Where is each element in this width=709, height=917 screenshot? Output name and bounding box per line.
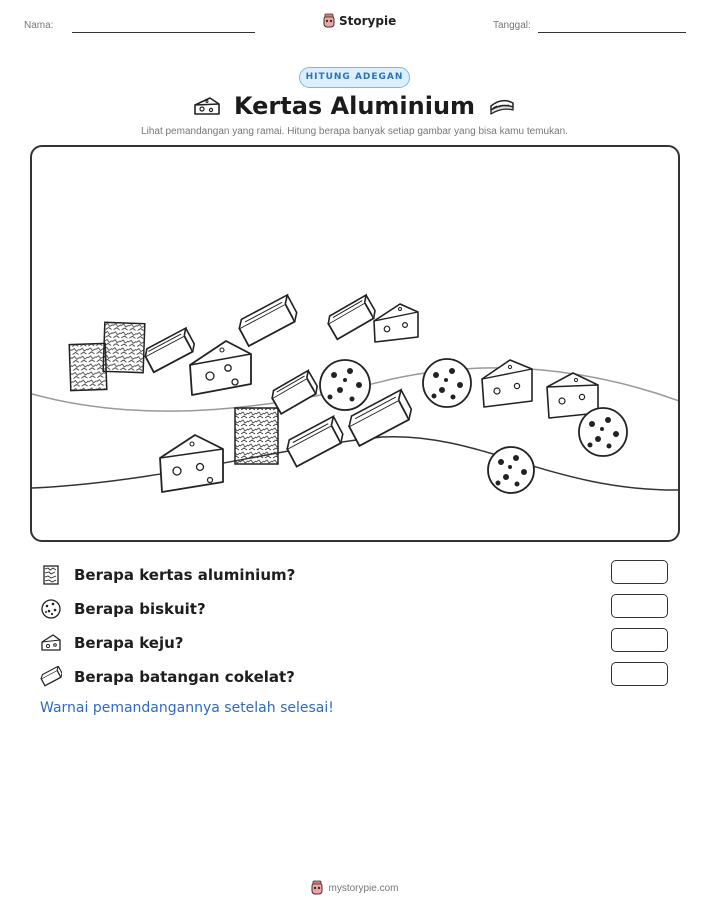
chocolate-bar <box>236 295 300 346</box>
cookie-icon <box>40 598 62 620</box>
storypie-mascot-icon <box>322 13 336 29</box>
question-text: Berapa kertas aluminium? <box>74 566 296 584</box>
answer-box-chocolate[interactable] <box>611 662 668 686</box>
date-line[interactable] <box>538 32 686 33</box>
activity-badge: HITUNG ADEGAN <box>299 67 410 88</box>
answer-box-cookie[interactable] <box>611 594 668 618</box>
answer-box-foil[interactable] <box>611 560 668 584</box>
foil-sheet <box>69 343 107 390</box>
foil-icon <box>40 564 62 586</box>
cookie <box>579 408 627 456</box>
coloring-instruction: Warnai pemandangannya setelah selesai! <box>40 700 334 716</box>
name-line[interactable] <box>72 32 255 33</box>
title-row <box>0 92 709 120</box>
page-title: Kertas Aluminium <box>233 92 476 120</box>
storypie-mascot-icon <box>310 880 324 896</box>
name-label: Nama: <box>24 20 54 31</box>
question-row-chocolate <box>40 660 670 694</box>
brand-name: Storypie <box>339 14 397 28</box>
date-label: Tanggal: <box>493 20 531 31</box>
answer-box-cheese[interactable] <box>611 628 668 652</box>
cheese-wedge <box>374 304 418 342</box>
question-row-cheese <box>40 626 670 660</box>
cheese-icon <box>40 632 62 654</box>
footer <box>0 880 709 896</box>
chocolate-bar <box>143 328 198 372</box>
question-text: Berapa batangan cokelat? <box>74 668 295 686</box>
foil-sheet <box>235 408 278 464</box>
question-row-cookie <box>40 592 670 626</box>
question-row-foil <box>40 558 670 592</box>
foil-sheet <box>103 322 145 372</box>
brand-logo <box>322 13 396 29</box>
chocolate-bar <box>325 295 378 339</box>
cheese-icon <box>192 95 222 117</box>
chocolate-bar-icon <box>40 666 62 688</box>
question-text: Berapa keju? <box>74 634 184 652</box>
question-text: Berapa biskuit? <box>74 600 206 618</box>
footer-url[interactable]: mystorypie.com <box>328 882 399 894</box>
chocolate-bar <box>284 416 346 466</box>
cheese-wedge <box>482 360 532 407</box>
cookie <box>488 447 534 493</box>
cheese-wedge <box>190 341 251 395</box>
page-subtitle: Lihat pemandangan yang ramai. Hitung berapa banyak setiap gambar yang bisa kamu temukan. <box>141 126 568 137</box>
cheese-wedge <box>160 435 223 492</box>
scene-illustration <box>32 147 680 542</box>
cookie <box>320 360 370 410</box>
chocolate-bar <box>269 371 320 414</box>
counting-scene <box>30 145 680 542</box>
cookie <box>423 359 471 407</box>
question-list <box>40 558 670 694</box>
sandwich-icon <box>487 95 517 117</box>
